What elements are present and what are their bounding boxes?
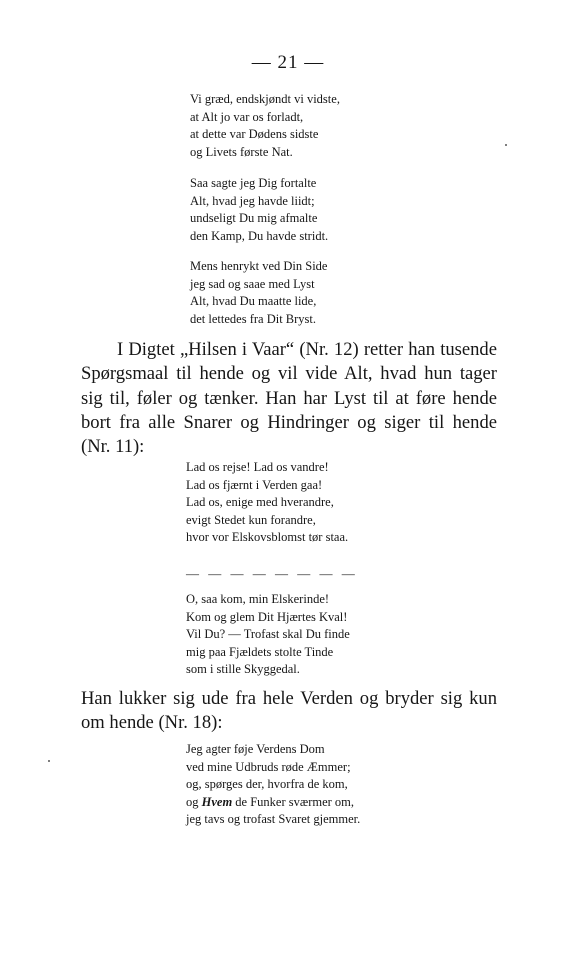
verse-line-remainder: de Funker sværmer om, [235,794,355,809]
verse-line: Lad os rejse! Lad os vandre! [186,460,329,474]
verse-line: det lettedes fra Dit Bryst. [190,311,317,326]
poem-stanza-2 [190,175,328,245]
section-separator: — — — — — — — — [186,566,358,581]
verse-line: mig paa Fjældets stolte Tinde [186,644,334,659]
paper-speck [505,144,507,146]
verse-line: Kom og glem Dit Hjærtes Kval! [186,609,348,624]
verse-line: at dette var Dødens sidste [190,127,319,142]
verse-line: Vi græd, endskjøndt vi vidste, [190,92,340,106]
verse-line: Lad os fjærnt i Verden gaa! [186,477,323,492]
verse-line: den Kamp, Du havde stridt. [190,228,329,243]
verse-line-with-emphasis: og Hvem de Funker sværmer om, [186,794,355,809]
verse-line: hvor vor Elskovsblomst tør staa. [186,530,349,545]
page-number: — 21 — [251,52,325,73]
verse-line: evigt Stedet kun forandre, [186,512,316,527]
prose-line: (Nr. 11): [81,436,145,458]
paragraph-1 [81,338,497,459]
prose-line: Spørgsmaal til hende og vil vide Alt, hvad hun tager [81,363,497,385]
verse-line: undseligt Du mig afmalte [190,211,318,226]
verse-line: at Alt jo var os forladt, [190,109,304,124]
verse-line: Mens henrykt ved Din Side [190,259,328,273]
verse-line: Alt, hvad jeg havde liidt; [190,193,315,208]
verse-line: O, saa kom, min Elskerinde! [186,592,330,606]
prose-line: Han lukker sig ude fra hele Verden og bryder sig kun [81,688,497,709]
poem-stanza-3 [190,258,327,328]
verse-line: og Livets første Nat. [190,144,293,159]
verse-line: jeg sad og saae med Lyst [190,276,315,291]
verse-line: jeg tavs og trofast Svaret gjemmer. [186,812,361,827]
verse-line: ved mine Udbruds røde Æmmer; [186,759,351,774]
verse-line: som i stille Skyggedal. [186,662,300,677]
verse-line: Alt, hvad Du maatte lide, [190,294,317,309]
poem-stanza-4 [186,459,348,547]
poem-stanza-5 [186,591,350,679]
prose-line: bort fra alle Snarer og Hindringer og siger til hende [81,411,497,433]
poem-stanza-1 [190,91,340,161]
paragraph-2 [81,687,497,736]
prose-line: om hende (Nr. 18): [81,712,223,734]
verse-line: og, spørges der, hvorfra de kom, [186,777,348,792]
verse-line: Saa sagte jeg Dig fortalte [190,176,317,190]
prose-line: sig til, føler og tænker. Han har Lyst til at føre hende [81,387,497,409]
prose-line: I Digtet „Hilsen i Vaar“ (Nr. 12) retter han tusende [117,339,497,360]
verse-line: Lad os, enige med hverandre, [186,495,334,510]
verse-line: Vil Du? — Trofast skal Du finde [186,627,350,642]
poem-stanza-6 [186,741,360,829]
verse-line: Jeg agter føje Verdens Dom [186,742,325,756]
emphasized-word: Hvem [201,794,233,809]
paper-speck [48,760,50,762]
